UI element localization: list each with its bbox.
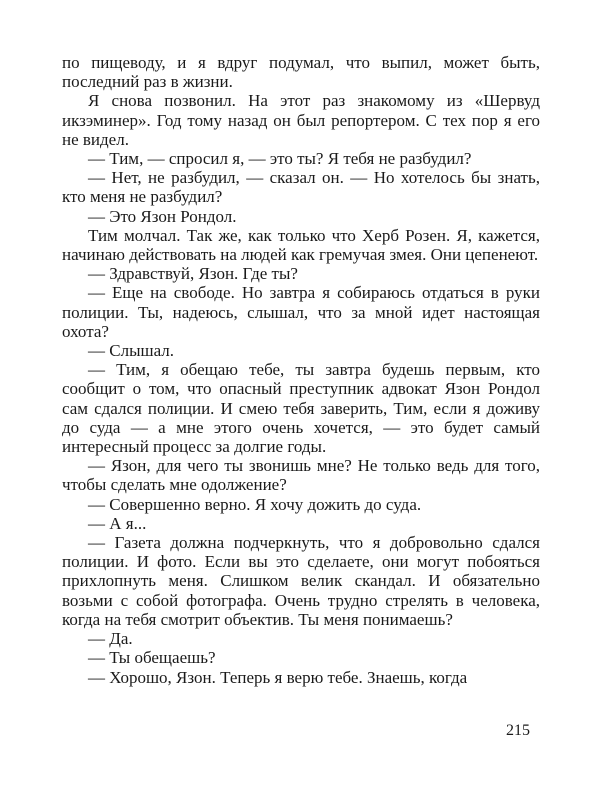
page-number: 215	[506, 722, 530, 739]
dialogue-line: — Нет, не разбудил, — сказал он. — Но хотелось бы знать, кто меня не разбудил?	[62, 168, 540, 207]
dialogue-line: — Совершенно верно. Я хочу дожить до суда.	[88, 494, 422, 514]
dialogue-line: — Ты обещаешь?	[88, 648, 216, 668]
dialogue-line: — А я...	[88, 513, 147, 533]
dialogue-line: — Язон, для чего ты звонишь мне? Не только ведь для того, чтобы сделать мне одолжение?	[62, 456, 540, 495]
paragraph: Я снова позвонил. На этот раз знакомому из «Шервуд икзэминер». Год тому назад он был репортером. С тех пор я его не видел.	[62, 91, 540, 149]
dialogue-line: — Хорошо, Язон. Теперь я верю тебе. Знаешь, когда	[88, 667, 468, 687]
dialogue-line: — Да.	[88, 629, 133, 649]
dialogue-line: — Еще на свободе. Но завтра я собираюсь отдаться в руки полиции. Ты, надеюсь, слышал, что за мной идет настоящая охота?	[62, 283, 540, 341]
paragraph: Тим молчал. Так же, как только что Херб Розен. Я, кажется, начинаю действовать на людей как гремучая змея. Они цепенеют.	[62, 225, 540, 265]
dialogue-line: — Газета должна подчеркнуть, что я добровольно сдался полиции. И фото. Если вы это сделаете, они могут побояться прихлопнуть меня. Слишком велик скандал. И обязательно возьми с собой фотографа. Очень трудно стрелять в человека, когда на тебя смотрит объектив. Ты меня понимаешь?	[62, 533, 540, 629]
dialogue-line: — Слышал.	[88, 341, 175, 361]
page-text	[62, 53, 540, 687]
dialogue-line: — Здравствуй, Язон. Где ты?	[88, 264, 298, 284]
dialogue-line: — Тим, я обещаю тебе, ты завтра будешь первым, кто сообщит о том, что опасный преступник адвокат Язон Рондол сам сдался полиции. И смею тебя заверить, Тим, если я доживу до суда — а мне этого очень хочется, — это будет самый интересный процесс за долгие годы.	[62, 360, 540, 457]
paragraph-continuation: по пищеводу, и я вдруг подумал, что выпил, может быть, последний раз в жизни.	[62, 53, 540, 92]
dialogue-line: — Тим, — спросил я, — это ты? Я тебя не разбудил?	[88, 149, 472, 169]
dialogue-line: — Это Язон Рондол.	[88, 206, 237, 226]
